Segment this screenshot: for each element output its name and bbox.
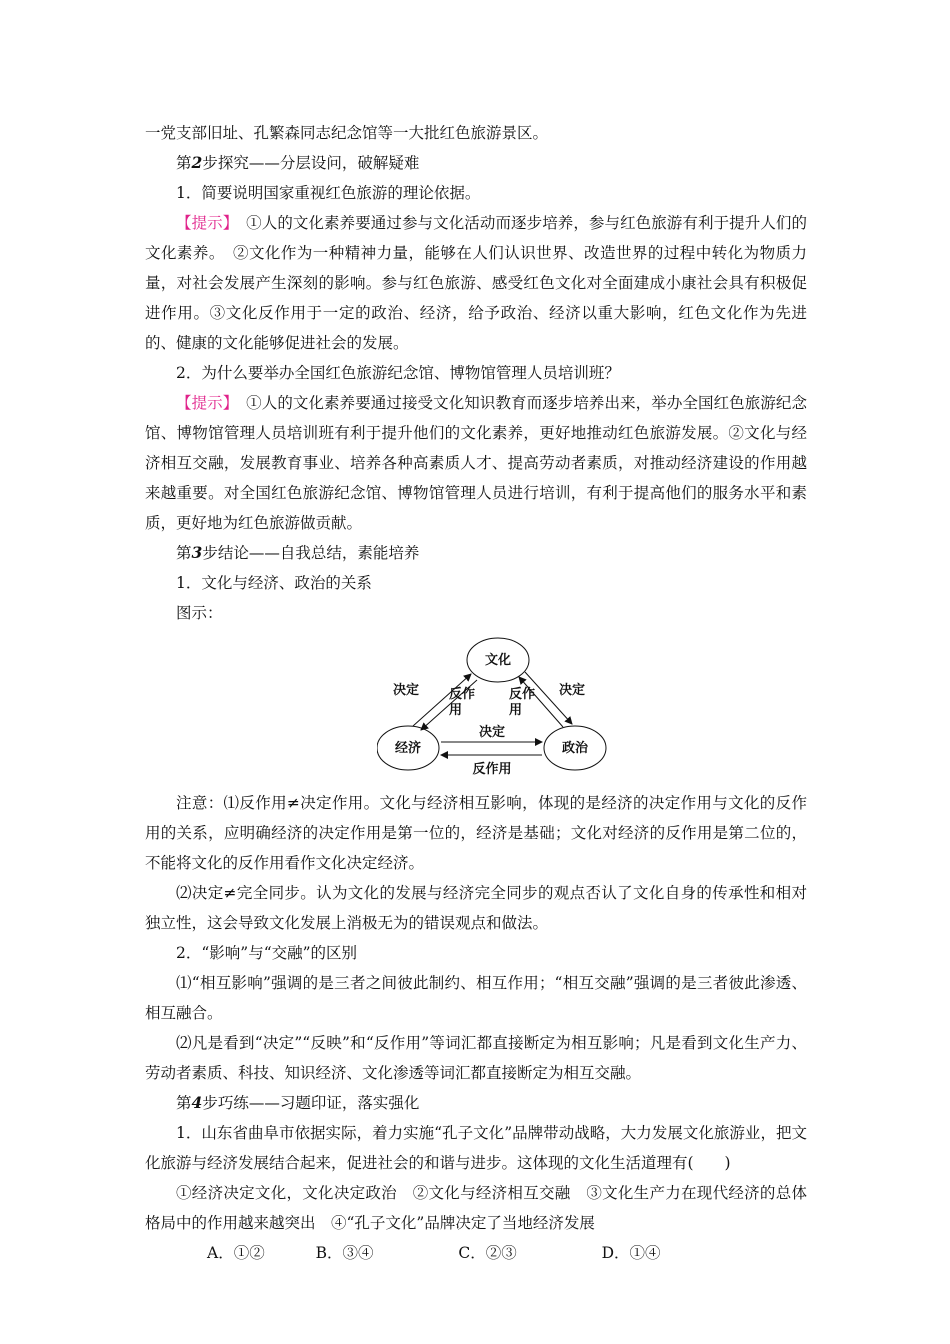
label-react-right-1: 反作 [509, 687, 536, 702]
note-1: 注意：⑴反作用≠决定作用。文化与经济相互影响，体现的是经济的决定作用与文化的反作用的关系，应明确经济的决定作用是第一位的，经济是基础；文化对经济的反作用是第二位的，不能将文化的反作用看作文化决定经济。 [145, 794, 807, 872]
step-number: 4 [191, 1093, 203, 1112]
conclusion-2: 2．“影响”与“交融”的区别 [176, 944, 358, 962]
step-prefix: 第 [176, 544, 192, 562]
step2-heading [145, 148, 807, 178]
culture-label: 文化 [484, 653, 512, 668]
hint-text: ①人的文化素养要通过接受文化知识教育而逐步培养出来，举办全国红色旅游纪念馆、博物馆管理人员培训班有利于提升他们的文化素养，更好地推动红色旅游发展。②文化与经济相互交融，发展教育事业、培养各种高素质人才、提高劳动者素质，对推动经济建设的作用越来越重要。对全国红色旅游纪念馆、博物馆管理人员进行培训，有利于提高他们的服务水平和素质，更好地为红色旅游做贡献。 [145, 394, 807, 532]
politics-label: 政治 [561, 741, 589, 756]
label-react-right-2: 用 [509, 703, 523, 718]
hint-label: 【提示】 [176, 214, 231, 232]
relationship-diagram [145, 634, 807, 784]
hint-label: 【提示】 [176, 394, 231, 412]
option-c[interactable]: C．②③ [458, 1244, 517, 1262]
step-text: 步探究——分层设问，破解疑难 [202, 154, 420, 172]
hint-1 [145, 208, 807, 358]
step-text: 步巧练——习题印证，落实强化 [202, 1094, 420, 1112]
economy-label: 经济 [394, 741, 422, 756]
diagram-svg [377, 634, 617, 784]
label-react-bottom: 反作用 [472, 762, 512, 777]
label-react-left-2: 用 [449, 703, 463, 718]
document-page [145, 118, 807, 1268]
step4-heading [145, 1088, 807, 1118]
figure-label: 图示： [176, 604, 223, 622]
option-d[interactable]: D．①④ [601, 1244, 661, 1262]
label-react-left-1: 反作 [449, 687, 476, 702]
conclusion-2a: ⑴“相互影响”强调的是三者之间彼此制约、相互作用；“相互交融”强调的是三者彼此渗透、相互融合。 [145, 974, 807, 1022]
exercise-1-items: ①经济决定文化，文化决定政治 ②文化与经济相互交融 ③文化生产力在现代经济的总体格局中的作用越来越突出 ④“孔子文化”品牌决定了当地经济发展 [145, 1184, 807, 1232]
answer-options [145, 1238, 807, 1268]
step-prefix: 第 [176, 154, 192, 172]
option-b[interactable]: B．③④ [315, 1244, 374, 1262]
question-1: 1．简要说明国家重视红色旅游的理论依据。 [176, 184, 481, 202]
step-prefix: 第 [176, 1094, 192, 1112]
hint-2 [145, 388, 807, 538]
question-2: 2．为什么要举办全国红色旅游纪念馆、博物馆管理人员培训班？ [176, 364, 620, 382]
step-number: 3 [191, 543, 203, 562]
hint-text: ①人的文化素养要通过参与文化活动而逐步培养，参与红色旅游有利于提升人们的文化素养。 ②文化作为一种精神力量，能够在人们认识世界、改造世界的过程中转化为物质力量，对社会发展产生深刻的影响。参与红色旅游、感受红色文化对全面建成小康社会具有积极促进作用。③文化反作用于一定的政治、经济，给予政治、经济以重大影响，红色文化作为先进的、健康的文化能够促进社会的发展。 [145, 214, 807, 352]
step-number: 2 [191, 153, 203, 172]
step3-heading [145, 538, 807, 568]
exercise-1: 1．山东省曲阜市依据实际，着力实施“孔子文化”品牌带动战略，大力发展文化旅游业，把文化旅游与经济发展结合起来，促进社会的和谐与进步。这体现的文化生活道理有( ) [145, 1124, 807, 1172]
step-text: 步结论——自我总结，素能培养 [202, 544, 420, 562]
intro-line: 一党支部旧址、孔繁森同志纪念馆等一大批红色旅游景区。 [145, 124, 549, 142]
label-decide-left: 决定 [393, 683, 420, 698]
conclusion-1: 1．文化与经济、政治的关系 [176, 574, 372, 592]
politics-to-culture-arrow [519, 677, 563, 727]
label-decide-right: 决定 [559, 683, 586, 698]
note-2: ⑵决定≠完全同步。认为文化的发展与经济完全同步的观点否认了文化自身的传承性和相对独立性，这会导致文化发展上消极无为的错误观点和做法。 [145, 884, 807, 932]
option-a[interactable]: A．①② [207, 1244, 265, 1262]
label-decide-bottom: 决定 [478, 725, 506, 740]
conclusion-2b: ⑵凡是看到“决定”“反映”和“反作用”等词汇都直接断定为相互影响；凡是看到文化生产力、劳动者素质、科技、知识经济、文化渗透等词汇都直接断定为相互交融。 [145, 1034, 807, 1082]
